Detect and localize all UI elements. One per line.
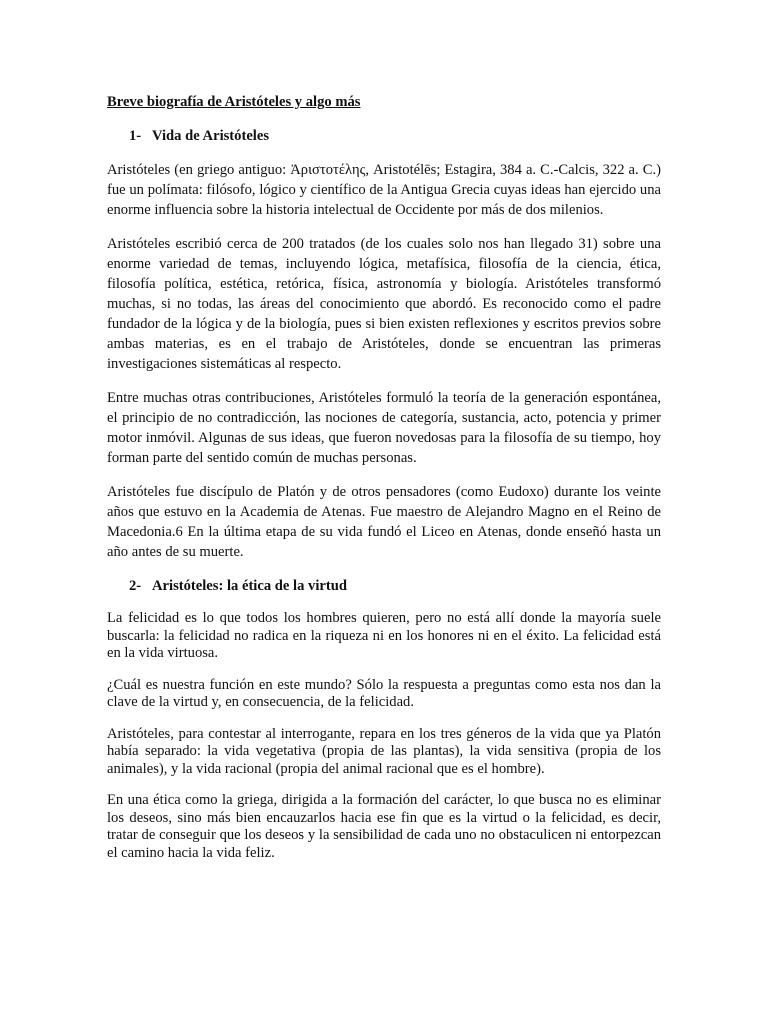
- section-2-heading: [107, 576, 661, 596]
- paragraph-1-2: Aristóteles escribió cerca de 200 tratados (de los cuales solo nos han llegado 31) sobre una enorme variedad de temas, incluyendo lógica, metafísica, filosofía de la ciencia, ética, filosofía política, estética, retórica, física, astronomía y biología. Aristóteles transformó muchas, si no todas, las áreas del conocimiento que abordó. Es reconocido como el padre fundador de la lógica y de la biología, pues si bien existen reflexiones y escritos previos sobre ambas materias, es en el trabajo de Aristóteles, donde se encuentran las primeras investigaciones sistemáticas al respecto.: [107, 236, 661, 372]
- section-1-number: 1-: [129, 128, 142, 144]
- section-1-heading: [107, 126, 661, 146]
- paragraph-1-1: Aristóteles (en griego antiguo: Ἀριστοτέλης, Aristotélēs; Estagira, 384 a. C.-Calcis, 322 a. C.) fue un polímata: filósofo, lógico y científico de la Antigua Grecia cuyas ideas han ejercido una enorme influencia sobre la historia intelectual de Occidente por más de dos milenios.: [107, 162, 661, 218]
- paragraph-2-1: La felicidad es lo que todos los hombres quieren, pero no está allí donde la mayoría suele buscarla: la felicidad no radica en la riqueza ni en los honores ni en el éxito. La felicidad está en la vida virtuosa.: [107, 610, 661, 661]
- paragraph-2-2: ¿Cuál es nuestra función en este mundo? Sólo la respuesta a preguntas como esta nos dan la clave de la virtud y, en consecuencia, de la felicidad.: [107, 676, 661, 710]
- section-2-number: 2-: [129, 578, 142, 594]
- document-title: Breve biografía de Aristóteles y algo más: [107, 94, 361, 110]
- paragraph-2-3: Aristóteles, para contestar al interrogante, repara en los tres géneros de la vida que ya Platón había separado: la vida vegetativa (propia de las plantas), la vida sensitiva (propia de los animales), y la vida racional (propia del animal racional que es el hombre).: [107, 725, 661, 777]
- section-1-title: Vida de Aristóteles: [152, 128, 270, 144]
- paragraph-1-3: Entre muchas otras contribuciones, Aristóteles formuló la teoría de la generación espontánea, el principio de no contradicción, las nociones de categoría, sustancia, acto, potencia y primer motor inmóvil. Algunas de sus ideas, que fueron novedosas para la filosofía de su tiempo, hoy forman parte del sentido común de muchas personas.: [107, 390, 661, 466]
- paragraph-2-4: En una ética como la griega, dirigida a la formación del carácter, lo que busca no es eliminar los deseos, sino más bien encauzarlos hacia ese fin que es la virtud o la felicidad, es decir, tratar de conseguir que los deseos y la sensibilidad de cada uno no obstaculicen ni entorpezcan el camino hacia la vida feliz.: [107, 792, 661, 861]
- paragraph-1-4: Aristóteles fue discípulo de Platón y de otros pensadores (como Eudoxo) durante los veinte años que estuvo en la Academia de Atenas. Fue maestro de Alejandro Magno en el Reino de Macedonia.6 En la última etapa de su vida fundó el Liceo en Atenas, donde enseñó hasta un año antes de su muerte.: [107, 484, 661, 560]
- document-page: [107, 92, 661, 876]
- section-2-title: Aristóteles: la ética de la virtud: [152, 578, 347, 594]
